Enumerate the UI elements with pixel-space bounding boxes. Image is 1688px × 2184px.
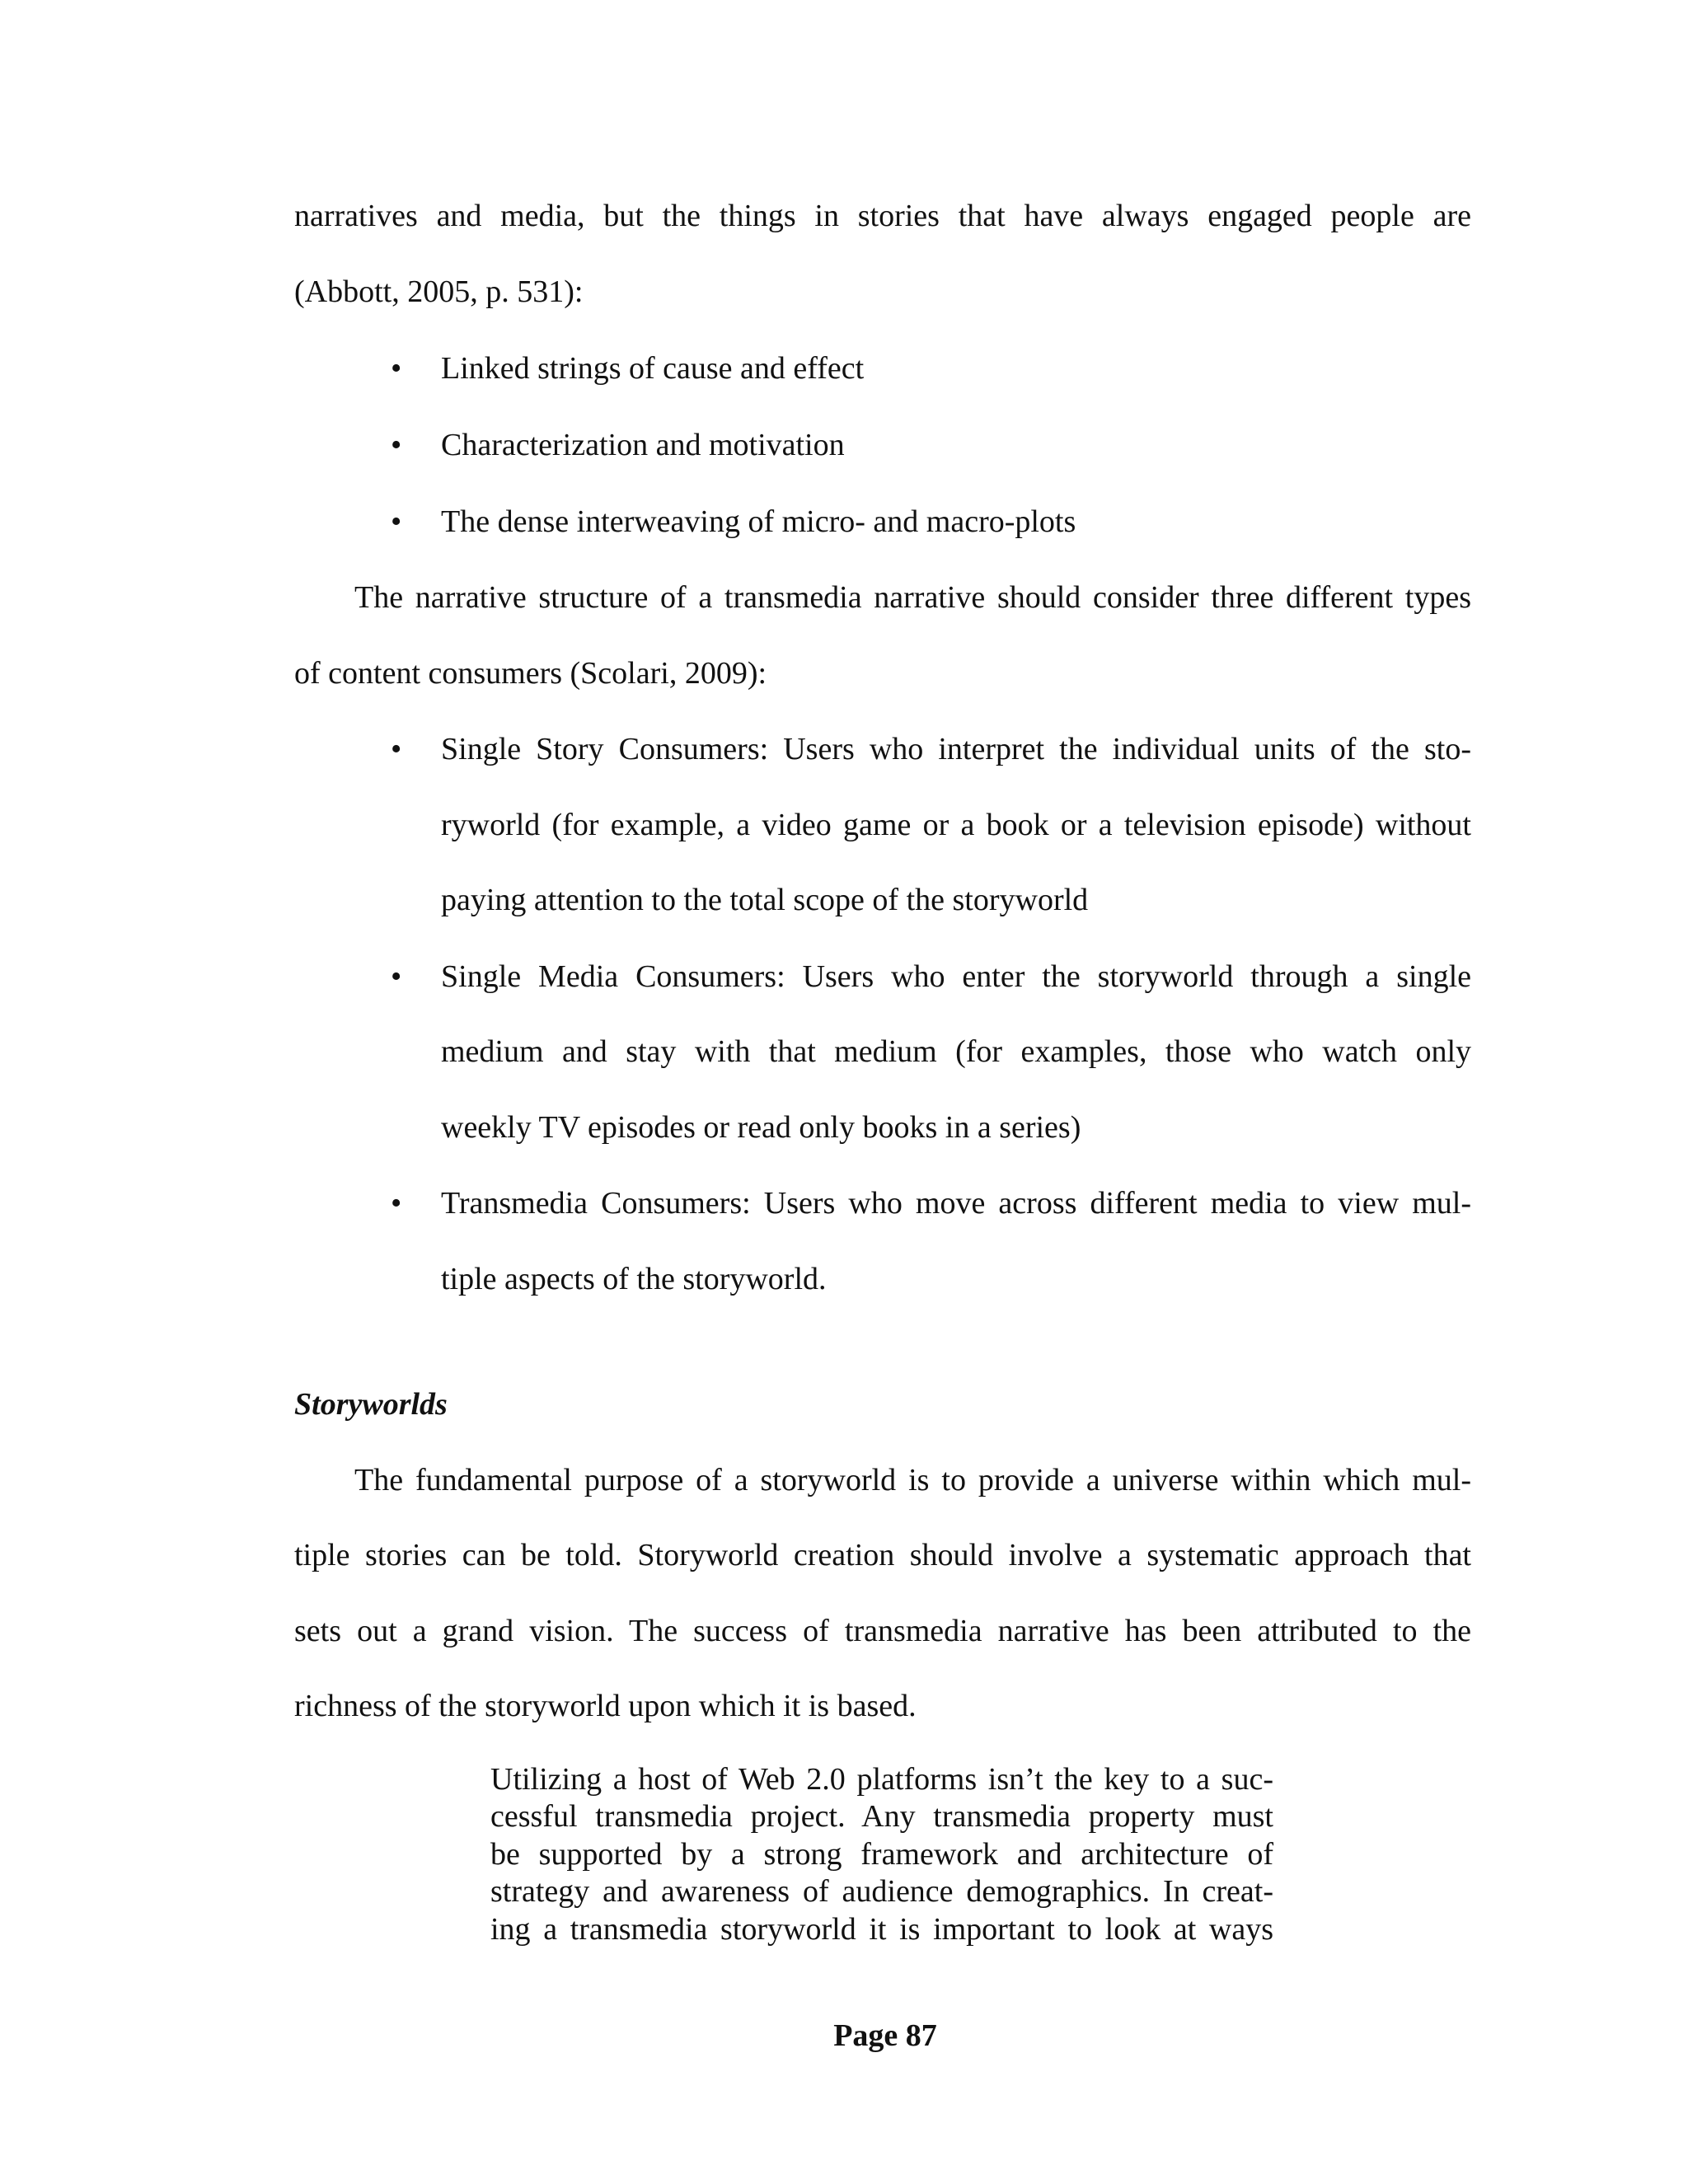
quote-line-3: be supported by a strong framework and architecture of (490, 1837, 1273, 1872)
list-item-line: Single Story Consumers: Users who interpret the individual units of the sto- (441, 732, 1471, 766)
quote-line-1: Utilizing a host of Web 2.0 platforms isn’t the key to a suc- (490, 1762, 1273, 1797)
intro-line-1: narratives and media, but the things in stories that have always engaged people are (294, 199, 1471, 233)
bullet-icon: • (391, 428, 402, 462)
list-item: Characterization and motivation (441, 428, 845, 462)
bullet-icon: • (391, 504, 402, 539)
list-item-line: medium and stay with that medium (for examples, those who watch only (441, 1034, 1471, 1069)
list-item-line: Single Media Consumers: Users who enter the storyworld through a single (441, 959, 1471, 994)
para2-line-1: The narrative structure of a transmedia narrative should consider three different types (354, 580, 1471, 615)
list-item-line: Transmedia Consumers: Users who move across different media to view mul- (441, 1186, 1471, 1221)
bullet-icon: • (391, 732, 402, 766)
quote-line-2: cessful transmedia project. Any transmedia property must (490, 1799, 1273, 1834)
list-item-line: weekly TV episodes or read only books in a series) (441, 1110, 1081, 1145)
bullet-icon: • (391, 351, 402, 386)
para2-line-2: of content consumers (Scolari, 2009): (294, 656, 767, 691)
list-item-line: ryworld (for example, a video game or a book or a television episode) without (441, 808, 1471, 842)
section-line-3: sets out a grand vision. The success of transmedia narrative has been attributed to the (294, 1614, 1471, 1648)
section-line-2: tiple stories can be told. Storyworld creation should involve a systematic approach that (294, 1538, 1471, 1572)
intro-line-2: (Abbott, 2005, p. 531): (294, 274, 584, 309)
list-item-line: paying attention to the total scope of the storyworld (441, 883, 1089, 917)
quote-line-4: strategy and awareness of audience demographics. In creat- (490, 1874, 1273, 1909)
list-item: Linked strings of cause and effect (441, 351, 865, 386)
list-item: The dense interweaving of micro- and macro-plots (441, 504, 1076, 539)
page-number: Page 87 (833, 2018, 937, 2053)
quote-line-5: ing a transmedia storyworld it is important to look at ways (490, 1912, 1273, 1947)
list-item-line: tiple aspects of the storyworld. (441, 1262, 827, 1296)
section-heading: Storyworlds (294, 1387, 448, 1422)
section-line-1: The fundamental purpose of a storyworld is to provide a universe within which mul- (354, 1463, 1471, 1497)
bullet-icon: • (391, 959, 402, 994)
bullet-icon: • (391, 1186, 402, 1221)
section-line-4: richness of the storyworld upon which it is based. (294, 1689, 917, 1723)
